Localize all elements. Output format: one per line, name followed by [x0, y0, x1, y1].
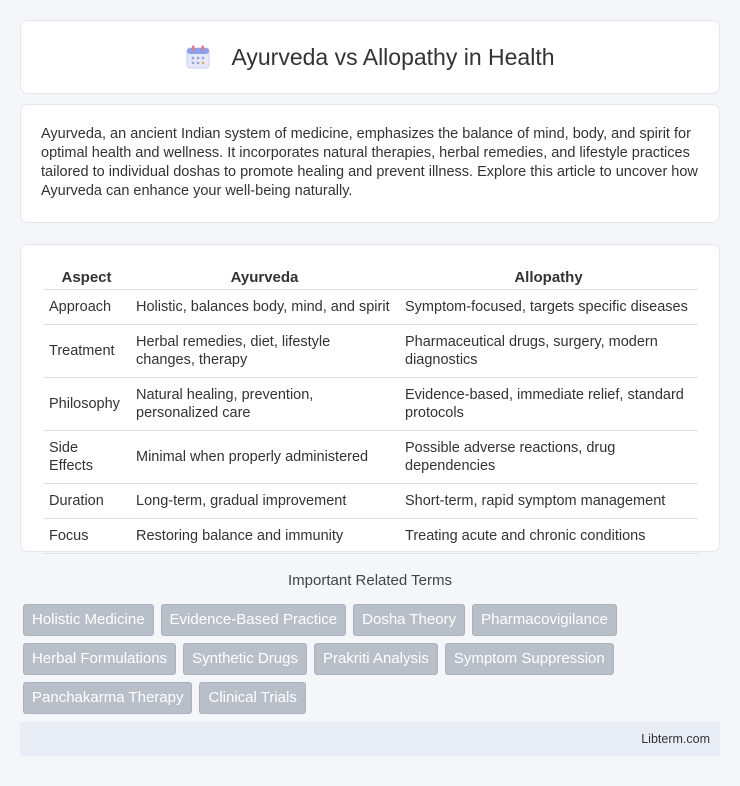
comparison-table: [43, 265, 698, 554]
table-header-row: [43, 265, 698, 290]
tag-prakriti-analysis[interactable]: Prakriti Analysis: [314, 643, 438, 675]
table-row: [43, 519, 698, 554]
row-allopathy: Symptom-focused, targets specific diseases: [399, 290, 698, 325]
tag-evidence-based-practice[interactable]: Evidence-Based Practice: [161, 604, 347, 636]
row-aspect: Duration: [43, 484, 130, 519]
tag-herbal-formulations[interactable]: Herbal Formulations: [23, 643, 176, 675]
tag-holistic-medicine[interactable]: Holistic Medicine: [23, 604, 154, 636]
header-card: [20, 20, 720, 94]
row-allopathy: Short-term, rapid symptom management: [399, 484, 698, 519]
header-allopathy: Allopathy: [399, 265, 698, 290]
table-row: [43, 325, 698, 378]
row-allopathy: Treating acute and chronic conditions: [399, 519, 698, 554]
calendar-grid-icon: [185, 44, 211, 70]
row-aspect: Focus: [43, 519, 130, 554]
row-allopathy: Possible adverse reactions, drug dependencies: [399, 431, 698, 484]
header-aspect: Aspect: [43, 265, 130, 290]
intro-text: Ayurveda, an ancient Indian system of medicine, emphasizes the balance of mind, body, and spirit for optimal health and wellness. It incorporates natural therapies, herbal remedies, and lifestyle practices tailored to individual doshas to promote healing and prevent illness. Explore this article to uncover how Ayurveda can enhance your well-being naturally.: [41, 126, 698, 199]
tag-panchakarma-therapy[interactable]: Panchakarma Therapy: [23, 682, 192, 714]
row-aspect: Philosophy: [43, 378, 130, 431]
tag-symptom-suppression[interactable]: Symptom Suppression: [445, 643, 614, 675]
header-ayurveda: Ayurveda: [130, 265, 399, 290]
footer-site-link[interactable]: Libterm.com: [641, 732, 710, 746]
row-ayurveda: Herbal remedies, diet, lifestyle changes, therapy: [130, 325, 399, 378]
row-ayurveda: Long-term, gradual improvement: [130, 484, 399, 519]
footer: [20, 722, 720, 756]
table-row: [43, 431, 698, 484]
tag-synthetic-drugs[interactable]: Synthetic Drugs: [183, 643, 307, 675]
table-row: [43, 290, 698, 325]
row-ayurveda: Minimal when properly administered: [130, 431, 399, 484]
row-aspect: Side Effects: [43, 431, 130, 484]
page-title: Ayurveda vs Allopathy in Health: [231, 43, 555, 70]
related-terms-title: Important Related Terms: [288, 572, 452, 589]
row-allopathy: Evidence-based, immediate relief, standard protocols: [399, 378, 698, 431]
row-allopathy: Pharmaceutical drugs, surgery, modern diagnostics: [399, 325, 698, 378]
row-ayurveda: Holistic, balances body, mind, and spirit: [130, 290, 399, 325]
comparison-table-card: [20, 244, 720, 552]
table-row: [43, 378, 698, 431]
related-terms-list: [23, 604, 723, 714]
tag-pharmacovigilance[interactable]: Pharmacovigilance: [472, 604, 617, 636]
row-aspect: Approach: [43, 290, 130, 325]
row-aspect: Treatment: [43, 325, 130, 378]
row-ayurveda: Restoring balance and immunity: [130, 519, 399, 554]
intro-card: [20, 104, 720, 223]
tag-clinical-trials[interactable]: Clinical Trials: [199, 682, 305, 714]
tag-dosha-theory[interactable]: Dosha Theory: [353, 604, 465, 636]
table-row: [43, 484, 698, 519]
row-ayurveda: Natural healing, prevention, personalized care: [130, 378, 399, 431]
